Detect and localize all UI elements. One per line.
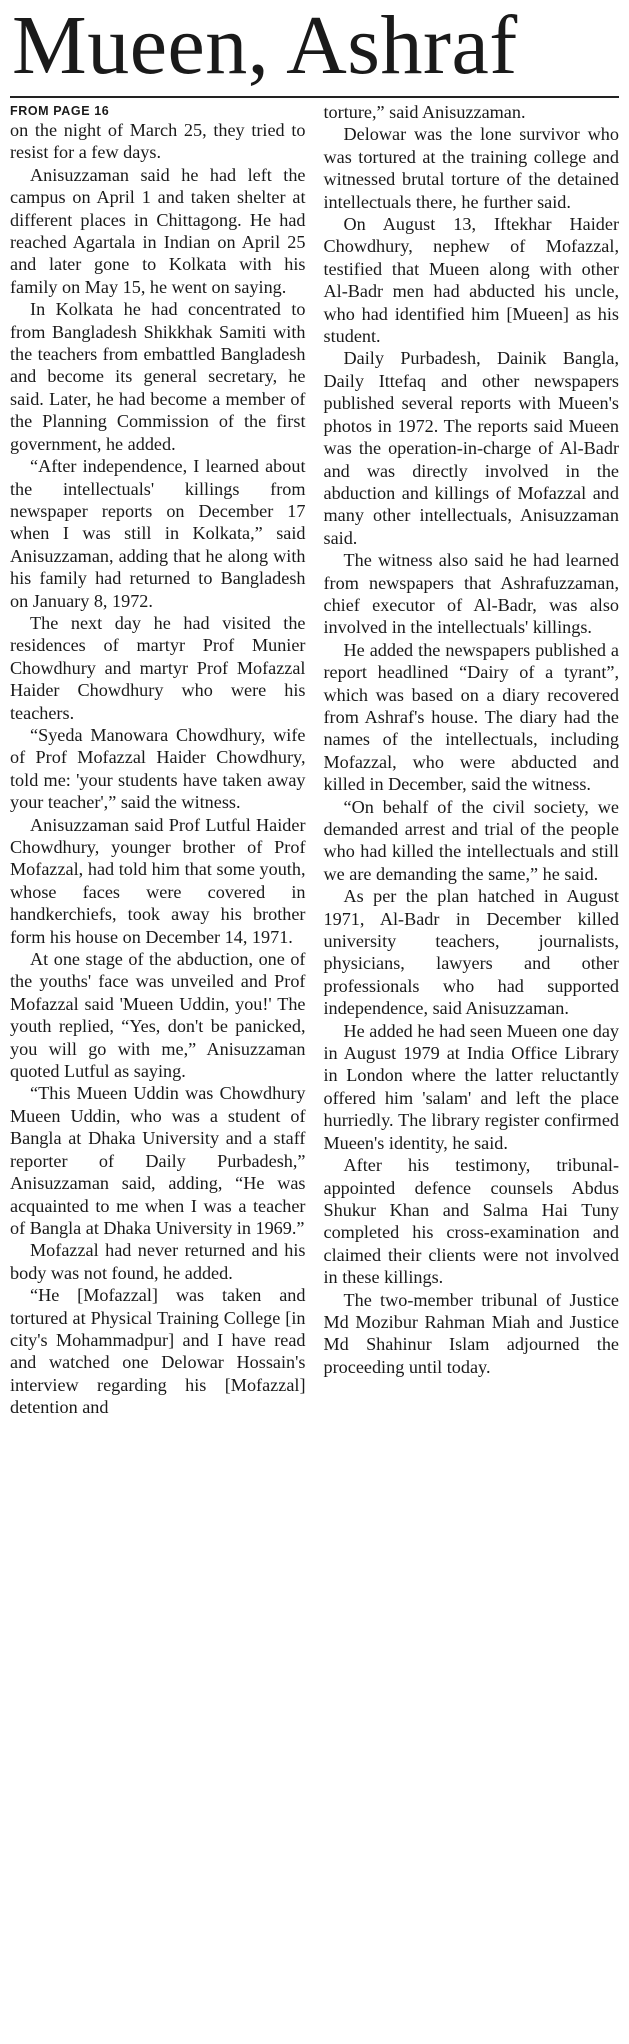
paragraph: on the night of March 25, they tried to resist for a few days. — [10, 120, 306, 163]
paragraph: Anisuzzaman said he had left the campus on April 1 and taken shelter at different places in Chittagong. He had reached Agartala in Indian on April 25 and later gone to Kolkata with his family on May 15, he went on saying. — [10, 164, 306, 297]
headline: Mueen, Ashraf — [12, 0, 518, 92]
paragraph: The two-member tribunal of Justice Md Mozibur Rahman Miah and Justice Md Shahinur Islam adjourned the proceeding until today. — [323, 1289, 619, 1377]
column-left — [10, 101, 306, 1419]
paragraph: After his testimony, tribunal-appointed defence counsels Abdus Shukur Khan and Salma Hai Tuny completed his cross-examination and claimed their clients were not involved in these killings. — [323, 1155, 619, 1288]
paragraph: “Syeda Manowara Chowdhury, wife of Prof Mofazzal Haider Chowdhury, told me: 'your students have taken away your teacher',” said the witness. — [10, 724, 306, 813]
paragraph: He added he had seen Mueen one day in August 1979 at India Office Library in London where the latter reluctantly offered him 'salam' and left the place hurriedly. The library register confirmed Mueen's identity, he said. — [323, 1020, 619, 1153]
paragraph: He added the newspapers published a report headlined “Dairy of a tyrant”, which was based on a diary recovered from Ashraf's house. The diary had the names of the intellectuals, including Mofazzal, who were abducted and killed in December, said the witness. — [323, 639, 619, 795]
article-body — [10, 101, 619, 1419]
headline-rule — [10, 96, 619, 98]
paragraph: In Kolkata he had concentrated to from Bangladesh Shikkhak Samiti with the teachers from embattled Bangladesh and become its general secretary, he said. Later, he had become a member of the Planning Commission of the first government, he added. — [10, 299, 306, 454]
paragraph: At one stage of the abduction, one of the youths' face was unveiled and Prof Mofazzal said 'Mueen Uddin, you!' The youth replied, “Yes, don't be panicked, you will go with me,” Anisuzzaman quoted Lutful as saying. — [10, 949, 306, 1082]
paragraph: Daily Purbadesh, Dainik Bangla, Daily Ittefaq and other newspapers published several reports with Mueen's photos in 1972. The reports said Mueen was the operation-in-charge of Al-Badr and was directly involved in the abduction and killings of Mofazzal and many other intellectuals, Anisuzzaman said. — [323, 348, 619, 548]
paragraph: “After independence, I learned about the intellectuals' killings from newspaper reports on December 17 when I was still in Kolkata,” said Anisuzzaman, adding that he along with his family had returned to Bangladesh on January 8, 1972. — [10, 456, 306, 611]
paragraph: On August 13, Iftekhar Haider Chowdhury, nephew of Mofazzal, testified that Mueen along with other Al-Badr men had abducted his uncle, who had identified him [Mueen] as his student. — [323, 214, 619, 347]
paragraph: The next day he had visited the residences of martyr Prof Munier Chowdhury and martyr Prof Mofazzal Haider Chowdhury who were his teachers. — [10, 612, 306, 723]
jump-line: FROM PAGE 16 — [10, 104, 110, 118]
paragraph: “He [Mofazzal] was taken and tortured at Physical Training College [in city's Mohammadpur] and I have read and watched one Delowar Hossain's interview regarding his [Mofazzal] detention and — [10, 1285, 306, 1418]
paragraph: “On behalf of the civil society, we demanded arrest and trial of the people who had killed the intellectuals and still we are demanding the same,” he said. — [323, 796, 619, 884]
paragraph: Delowar was the lone survivor who was tortured at the training college and witnessed brutal torture of the detained intellectuals there, he further said. — [323, 124, 619, 212]
paragraph: “This Mueen Uddin was Chowdhury Mueen Uddin, who was a student of Bangla at Dhaka University and a staff reporter of Daily Purbadesh,” Anisuzzaman said, adding, “He was acquainted to me when I was a teacher of Bangla at Dhaka University in 1969.” — [10, 1083, 306, 1238]
paragraph: As per the plan hatched in August 1971, Al-Badr in December killed university teachers, journalists, physicians, lawyers and other professionals who had supported independence, said Anisuzzaman. — [323, 886, 619, 1019]
paragraph: Mofazzal had never returned and his body was not found, he added. — [10, 1240, 306, 1283]
paragraph: torture,” said Anisuzzaman. — [323, 102, 526, 122]
column-right — [324, 101, 620, 1419]
paragraph: The witness also said he had learned from newspapers that Ashrafuzzaman, chief executor of Al-Badr, was also involved in the intellectuals' killings. — [323, 550, 619, 638]
paragraph: Anisuzzaman said Prof Lutful Haider Chowdhury, younger brother of Prof Mofazzal, had told him that some youth, whose faces were covered in handkerchiefs, took away his brother form his house on December 14, 1971. — [10, 814, 306, 947]
